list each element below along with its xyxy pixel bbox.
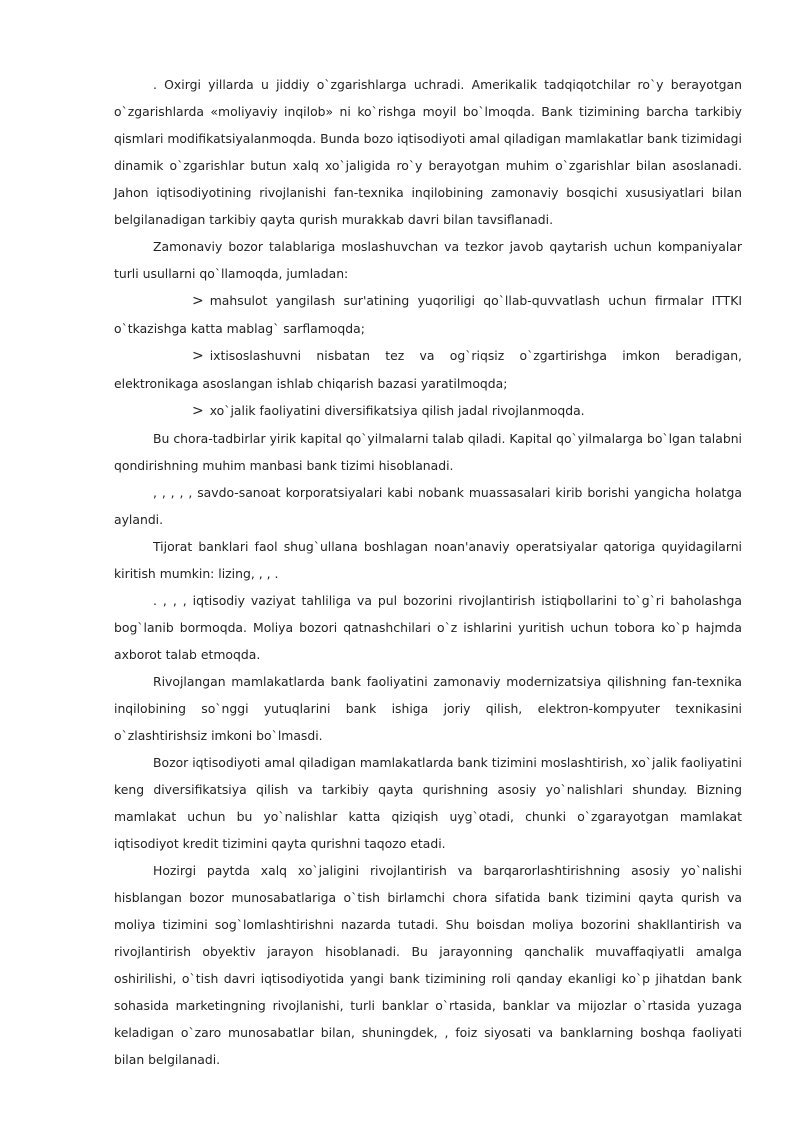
document-body xyxy=(114,71,742,1073)
paragraph-8: Bozor iqtisodiyoti amal qiladigan mamlakatlarda bank tizimini moslashtirish, xo`jalik faoliyatini keng diversifikatsiya qilish va tarkibiy qayta qurishning asosiy yo`nalishlari shunday. Bizning mamlakat uchun bu yo`nalishlar katta qiziqish uyg`otadi, chunki o`zgarayotgan mamlakat iqtisodiyot kredit tizimini qayta qurishni taqozo etadi. xyxy=(114,755,742,851)
bullet-item-2 xyxy=(114,342,742,397)
paragraph-9: Hozirgi paytda xalq xo`jaligini rivojlantirish va barqarorlashtirishning asosiy yo`nalishi hisblangan bozor munosabatlariga o`tish birlamchi chora sifatida bank tizimini qayta qurish va moliya tizimini sog`lomlashtirishni nazarda tutadi. Shu boisdan moliya bozorini shakllantirish va rivojlantirish obyektiv jarayon hisoblanadi. Bu jarayonning qanchalik muvaffaqiyatli amalga oshirilishi, o`tish davri iqtisodiyotida yangi bank tizimining roli qanday ekanligi ko`p jihatdan bank sohasida marketingning rivojlanishi, turli banklar o`rtasida, banklar va mijozlar o`rtasida yuzaga keladigan o`zaro munosabatlar bilan, shuningdek, , foiz siyosati va banklarning boshqa faoliyati bilan belgilanadi. xyxy=(114,863,742,1067)
bullet-item-3 xyxy=(114,397,742,425)
bullet-item-1 xyxy=(114,287,742,342)
bullet-text: mahsulot yangilash sur'atining yuqoriligi qo`llab-quvvatlash uchun firmalar ITTKI o`tkazishga katta mablag` sarflamoqda; xyxy=(114,293,742,336)
paragraph-6: . , , , iqtisodiy vaziyat tahliliga va pul bozorini rivojlantirish istiqbollarini to`g`ri baholashga bog`lanib bormoqda. Moliya bozori qatnashchilari o`z ishlarini yuritish uchun tobora ko`p hajmda axborot talab etmoqda. xyxy=(114,593,742,662)
bullet-text: ixtisoslashuvni nisbatan tez va og`riqsiz o`zgartirishga imkon beradigan, elektronikaga asoslangan ishlab chiqarish bazasi yaratilmoqda; xyxy=(114,348,742,391)
paragraph-2: Zamonaviy bozor talablariga moslashuvchan va tezkor javob qaytarish uchun kompaniyalar turli usullarni qo`llamoqda, jumladan: xyxy=(114,239,742,281)
paragraph-1: . Oxirgi yillarda u jiddiy o`zgarishlarga uchradi. Amerikalik tadqiqotchilar ro`y berayotgan o`zgarishlarda «moliyaviy inqilob» ni ko`rishga moyil bo`lmoqda. Bank tizimining barcha tarkibiy qismlari modifikatsiyalanmoqda. Bunda bozo iqtisodiyoti amal qiladigan mamlakatlar bank tizimidagi dinamik o`zgarishlar butun xalq xo`jaligida ro`y berayotgan muhim o`zgarishlar bilan asoslanadi. Jahon iqtisodiyotining rivojlanishi fan-texnika inqilobining zamonaviy bosqichi xususiyatlari bilan belgilanadigan tarkibiy qayta qurish murakkab davri bilan tavsiflanadi. xyxy=(114,77,742,227)
bullet-marker: > xyxy=(192,403,204,419)
paragraph-3: Bu chora-tadbirlar yirik kapital qo`yilmalarni talab qiladi. Kapital qo`yilmalarga bo`lgan talabni qondirishning muhim manbasi bank tizimi hisoblanadi. xyxy=(114,431,742,473)
bullet-marker: > xyxy=(192,348,204,364)
bullet-marker: > xyxy=(192,293,204,309)
paragraph-5: Tijorat banklari faol shug`ullana boshlagan noan'anaviy operatsiyalar qatoriga quyidagilarni kiritish mumkin: lizing, , , . xyxy=(114,539,742,581)
paragraph-4: , , , , , savdo-sanoat korporatsiyalari kabi nobank muassasalari kirib borishi yangicha holatga aylandi. xyxy=(114,485,742,527)
bullet-text: xo`jalik faoliyatini diversifikatsiya qilish jadal rivojlanmoqda. xyxy=(209,403,585,418)
paragraph-7: Rivojlangan mamlakatlarda bank faoliyatini zamonaviy modernizatsiya qilishning fan-texnika inqilobining so`nggi yutuqlarini bank ishiga joriy qilish, elektron-kompyuter texnikasini o`zlashtirishsiz imkoni bo`lmasdi. xyxy=(114,674,742,743)
